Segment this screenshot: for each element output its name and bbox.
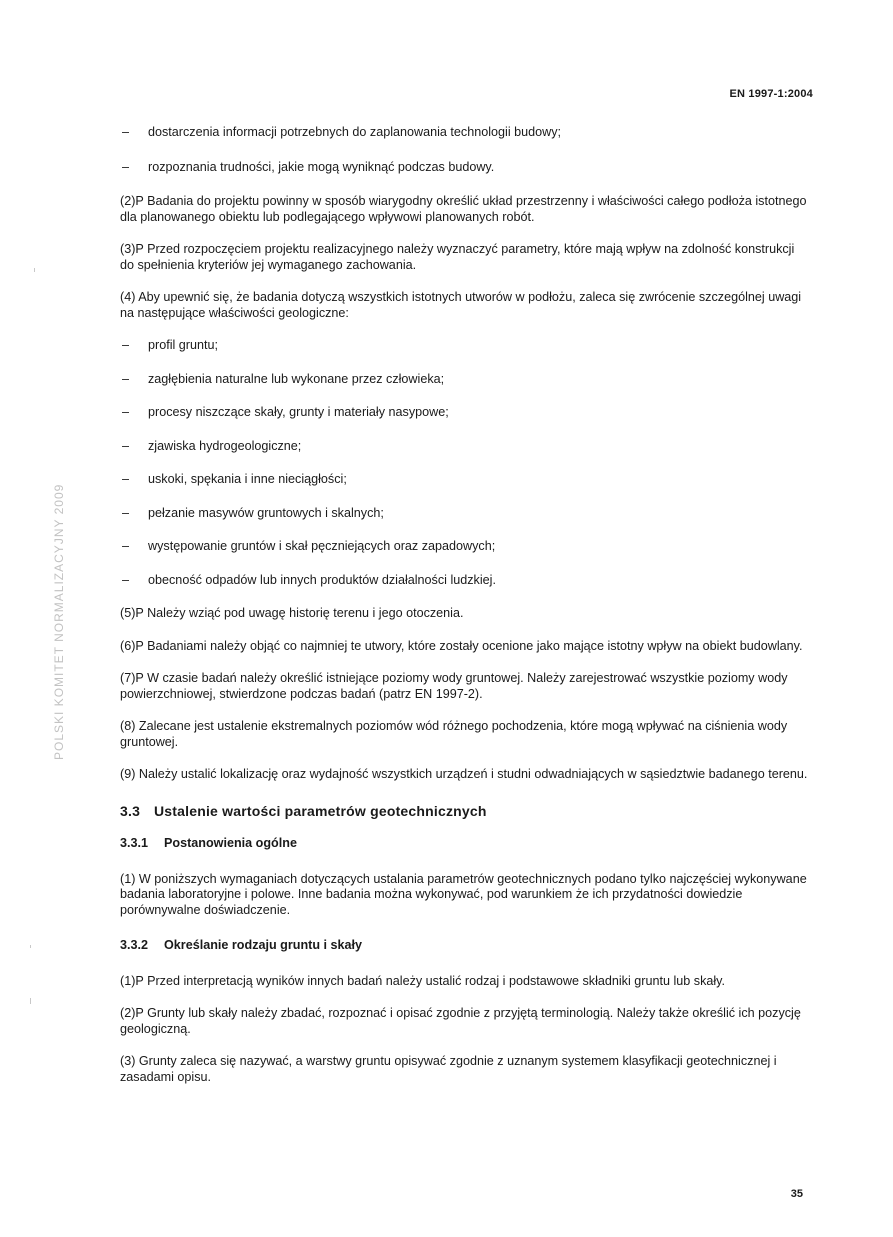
section-heading-3-3 [120,804,810,820]
list-item-text: obecność odpadów lub innych produktów działalności ludzkiej. [148,572,496,587]
paragraph: (4) Aby upewnić się, że badania dotyczą wszystkich istotnych utworów w podłożu, zaleca się zwrócenie szczególnej uwagi na następujące właściwości geologiczne: [120,290,802,320]
list-dash: – [122,405,130,419]
paragraph: (2)P Badania do projektu powinny w sposób wiarygodny określić układ przestrzenny i właściwości całego podłoża istotnego dla planowanego obiektu lub podlegającego wpływowi planowanych robót. [120,194,807,224]
list-dash: – [122,125,130,139]
list-dash: – [122,371,130,386]
list-item-text: dostarczenia informacji potrzebnych do zaplanowania technologii budowy; [148,125,562,139]
paragraph: (2)P Grunty lub skały należy zbadać, rozpoznać i opisać zgodnie z przyjętą terminologią. Należy także określić ich pozycję geologiczną. [120,1006,801,1036]
paragraph: (5)P Należy wziąć pod uwagę historię terenu i jego otoczenia. [120,606,464,620]
list-item [120,125,810,141]
list-item-text: rozpoznania trudności, jakie mogą wyniknąć podczas budowy. [148,159,495,174]
list-dash: – [122,472,130,486]
list-dash: – [122,572,130,587]
document-header: EN 1997-1:2004 [729,88,813,100]
list-dash: – [122,505,130,520]
paragraph: (1) W poniższych wymaganiach dotyczących ustalania parametrów geotechnicznych podano tylko najczęściej wykonywane badania laboratoryjne i polowe. Inne badania można wykonywać, pod warunkiem że ich przydatności dowiedzie porównywalne doświadczenie. [120,871,807,917]
list-item [120,539,810,555]
list-item-text: procesy niszczące skały, grunty i materiały nasypowe; [148,405,449,419]
list-item-text: zagłębienia naturalne lub wykonane przez człowieka; [148,371,445,386]
section-title: Określanie rodzaju gruntu i skały [164,938,363,952]
list-item [120,506,810,522]
paragraph: (8) Zalecane jest ustalenie ekstremalnych poziomów wód różnego pochodzenia, które mogą wpływać na ciśnienia wody gruntowej. [120,719,788,749]
list-item [120,372,810,388]
scan-mark [30,998,31,1004]
list-item-text: pełzanie masywów gruntowych i skalnych; [148,505,384,520]
scan-mark [30,945,31,948]
list-dash: – [122,338,130,352]
paragraph: (7)P W czasie badań należy określić istniejące poziomy wody gruntowej. Należy zarejestrować wszystkie poziomy wody powierzchniowej, stwierdzone podczas badań (patrz EN 1997-2). [120,671,788,701]
document-body [120,125,810,1102]
list-item [120,338,810,354]
list-item-text: profil gruntu; [148,338,219,352]
list-dash: – [122,438,130,453]
section-heading-3-3-1 [120,836,810,852]
section-title: Ustalenie wartości parametrów geotechnicznych [154,802,487,819]
list-item [120,160,810,176]
section-heading-3-3-2 [120,938,810,954]
list-item [120,573,810,589]
list-dash: – [122,159,130,174]
list-item [120,405,810,421]
section-number: 3.3.2 [120,938,149,952]
list-item [120,472,810,488]
paragraph: (3)P Przed rozpoczęciem projektu realizacyjnego należy wyznaczyć parametry, które mają wpływ na zdolność konstrukcji do spełnienia kryteriów jej wymaganego zachowania. [120,242,795,272]
section-number: 3.3 [120,802,141,819]
scan-mark [34,268,35,272]
paragraph: (6)P Badaniami należy objąć co najmniej te utwory, które zostały ocenione jako mające istotny wpływ na obiekt budowlany. [120,638,803,653]
list-dash: – [122,539,130,553]
list-item-text: uskoki, spękania i inne nieciągłości; [148,472,347,486]
paragraph: (1)P Przed interpretacją wyników innych badań należy ustalić rodzaj i podstawowe składniki gruntu lub skały. [120,973,726,988]
section-number: 3.3.1 [120,836,149,850]
page-number: 35 [790,1188,803,1200]
section-title: Postanowienia ogólne [164,836,297,850]
watermark: POLSKI KOMITET NORMALIZACYJNY 2009 [52,483,66,760]
paragraph: (3) Grunty zaleca się nazywać, a warstwy gruntu opisywać zgodnie z uznanym systemem klasyfikacji geotechnicznej i zasadami opisu. [120,1054,777,1084]
list-item-text: zjawiska hydrogeologiczne; [148,438,302,453]
list-item [120,439,810,455]
paragraph: (9) Należy ustalić lokalizację oraz wydajność wszystkich urządzeń i studni odwadniających w sąsiedztwie badanego terenu. [120,767,808,781]
list-item-text: występowanie gruntów i skał pęczniejących oraz zapadowych; [148,539,496,553]
